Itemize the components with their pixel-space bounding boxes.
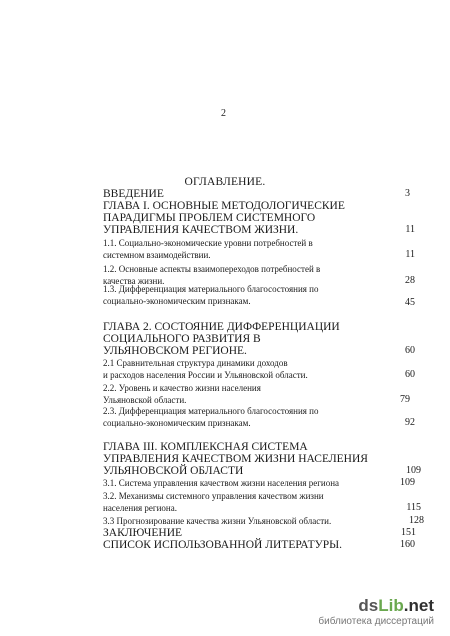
toc-entry-3-2 xyxy=(103,490,421,514)
toc-entry-text: 3.3 Прогнозирование качества жизни Ульяновской области. xyxy=(103,516,332,526)
watermark-logo-ds: ds xyxy=(358,596,379,615)
toc-entry-page: 160 xyxy=(400,539,415,550)
toc-entry-text: ГЛАВА I. ОСНОВНЫЕ МЕТОДОЛОГИЧЕСКИЕ ПАРАДИГМЫ ПРОБЛЕМ СИСТЕМНОГО УПРАВЛЕНИЯ КАЧЕСТВОМ ЖИЗНИ. xyxy=(103,200,345,236)
toc-entry-text: СПИСОК ИСПОЛЬЗОВАННОЙ ЛИТЕРАТУРЫ. xyxy=(103,539,343,551)
toc-title: ОГЛАВЛЕНИЕ. xyxy=(184,176,266,188)
toc-entry-page: 115 xyxy=(406,502,421,513)
toc-entry-intro xyxy=(103,188,421,200)
toc-entry-bibliography xyxy=(103,539,421,551)
toc-entry-2-3 xyxy=(103,405,421,429)
watermark-logo-lib: Lib xyxy=(378,596,404,615)
toc-entry-page: 11 xyxy=(405,249,415,260)
toc-entry-page: 128 xyxy=(409,515,424,526)
toc-entry-2-2 xyxy=(103,382,421,406)
toc-entry-text: 1.1. Социально-экономические уровни потребностей в системном взаимодействии. xyxy=(103,238,313,260)
toc-entry-page: 60 xyxy=(405,369,415,380)
toc-entry-3-1 xyxy=(103,477,421,489)
toc-entry-1-3 xyxy=(103,283,421,307)
toc-entry-page: 60 xyxy=(405,345,415,356)
toc-entry-page: 45 xyxy=(405,297,415,308)
toc-entry-page: 11 xyxy=(405,224,415,235)
toc-entry-conclusion xyxy=(103,527,421,539)
toc-entry-2-1 xyxy=(103,357,421,381)
toc-entry-chapter-1 xyxy=(103,200,421,236)
toc-entry-1-1 xyxy=(103,237,421,261)
toc-entry-text: 3.2. Механизмы системного управления качеством жизни населения региона. xyxy=(103,491,324,513)
toc-entry-chapter-2 xyxy=(103,321,421,357)
toc-entry-text: 2.1 Сравнительная структура динамики доходов и расходов населения России и Ульяновской области. xyxy=(103,358,308,380)
watermark-logo xyxy=(358,596,434,616)
toc-entry-text: 2.2. Уровень и качество жизни населения Ульяновской области. xyxy=(103,383,261,405)
toc-entry-text: 1.2. Основные аспекты взаимопереходов потребностей в качества жизни. xyxy=(103,264,321,286)
toc-entry-page: 109 xyxy=(400,477,415,488)
toc-entry-text: ВВЕДЕНИЕ xyxy=(103,188,164,200)
toc-entry-page: 79 xyxy=(400,394,410,405)
toc-entry-chapter-3 xyxy=(103,441,421,477)
toc-entry-text: ГЛАВА III. КОМПЛЕКСНАЯ СИСТЕМА УПРАВЛЕНИЯ КАЧЕСТВОМ ЖИЗНИ НАСЕЛЕНИЯ УЛЬЯНОВСКОЙ ОБЛАСТИ xyxy=(103,441,368,477)
toc-entry-text: 1.3. Дифференциация материального благосостояния по социально-экономическим признакам. xyxy=(103,284,319,306)
toc-entry-page: 3 xyxy=(405,188,410,199)
toc-entry-text: ГЛАВА 2. СОСТОЯНИЕ ДИФФЕРЕНЦИАЦИИ СОЦИАЛЬНОГО РАЗВИТИЯ В УЛЬЯНОВСКОМ РЕГИОНЕ. xyxy=(103,321,340,357)
watermark-tagline: библиотека диссертаций xyxy=(318,616,434,627)
toc-entry-text: ЗАКЛЮЧЕНИЕ xyxy=(103,527,183,539)
page-number: 2 xyxy=(221,108,226,119)
toc-entry-page: 28 xyxy=(405,275,415,286)
toc-entry-page: 151 xyxy=(401,527,416,538)
toc-entry-text: 2.3. Дифференциация материального благосостояния по социально-экономическим признакам. xyxy=(103,406,319,428)
toc-entry-page: 109 xyxy=(406,465,421,476)
toc-entry-text: 3.1. Система управления качеством жизни населения региона xyxy=(103,478,340,488)
watermark-logo-net: .net xyxy=(403,596,434,615)
watermark xyxy=(308,596,438,626)
toc-entry-3-3 xyxy=(103,515,424,527)
toc-entry-page: 92 xyxy=(405,417,415,428)
